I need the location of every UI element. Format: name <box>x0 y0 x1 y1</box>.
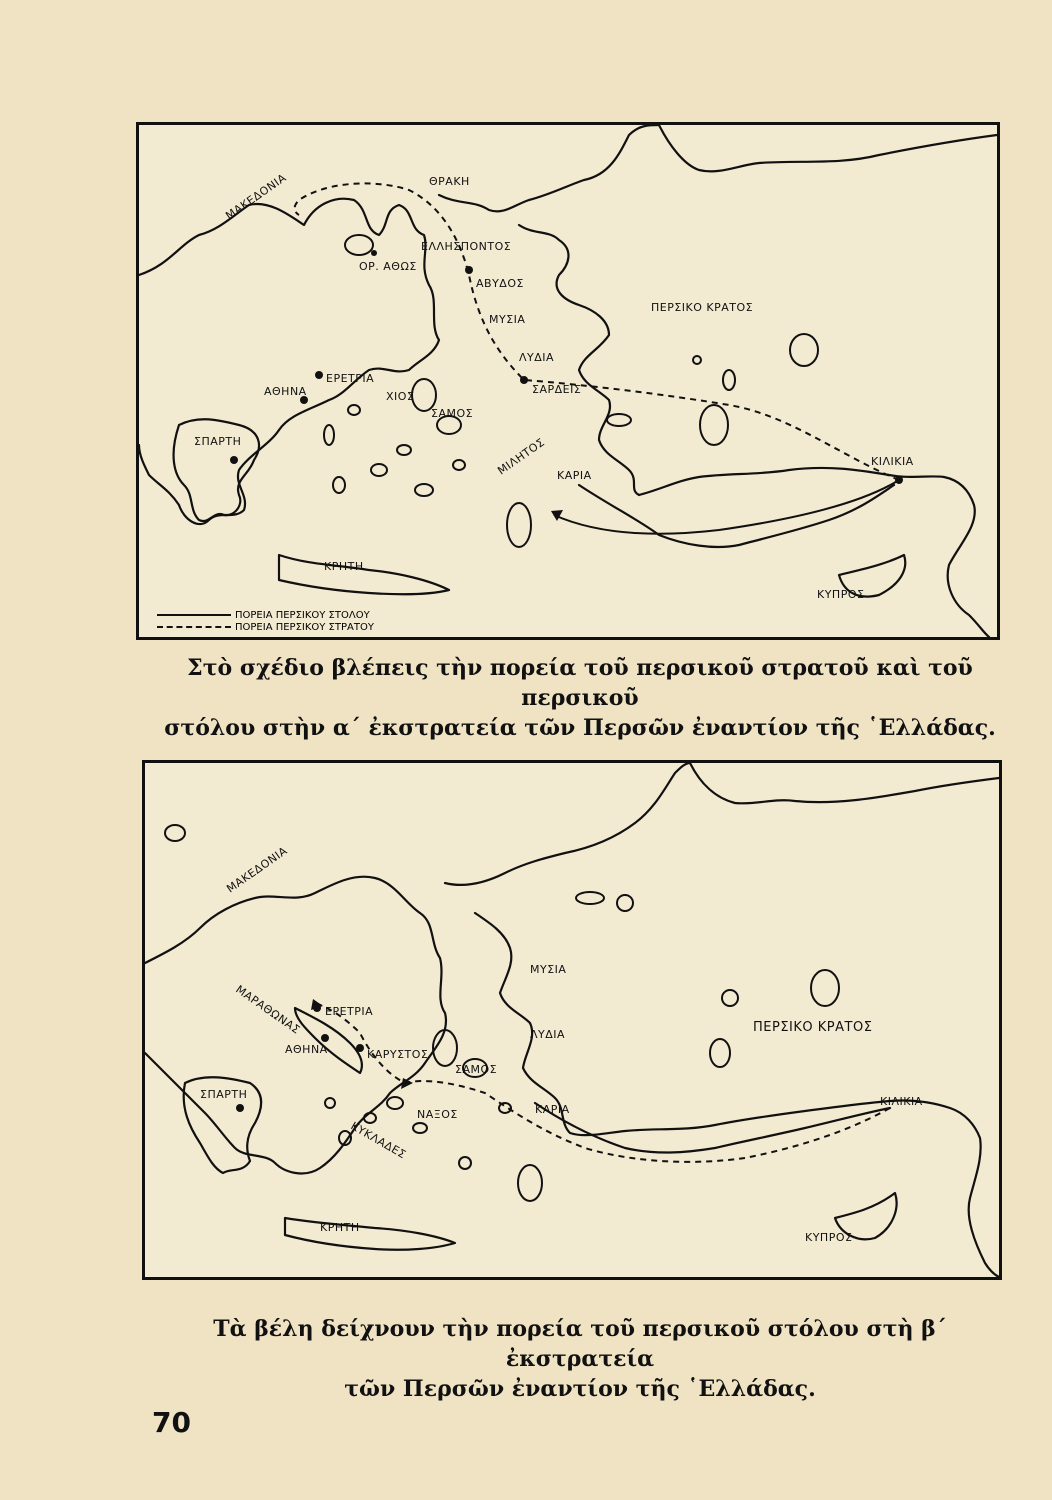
map1-drawing <box>139 125 997 637</box>
map2-city-eretria <box>313 1004 321 1012</box>
map1-city-sardeis <box>520 376 528 384</box>
map2-label-kypros: ΚΥΠΡΟΣ <box>805 1231 853 1244</box>
map2-label-eretria: ΕΡΕΤΡΙΑ <box>325 1005 374 1018</box>
map1-island <box>607 414 631 426</box>
map1-legend-fleet-label: ΠΟΡΕΙΑ ΠΕΡΣΙΚΟΥ ΣΤΟΛΟΥ <box>235 609 370 621</box>
map1-island <box>693 356 701 364</box>
map1-label-samos: ΣΑΜΟΣ <box>431 407 474 420</box>
map1-legend-army <box>157 621 374 633</box>
map2-island <box>710 1039 730 1067</box>
map2-city-sparti <box>236 1104 244 1112</box>
map1-island <box>790 334 818 366</box>
map2-coast-south-anatolia <box>535 1103 890 1153</box>
map2-city-karystos <box>356 1044 364 1052</box>
map1-caption-line2: στόλου στὴν α΄ ἐκστρατεία τῶν Περσῶν ἐναντίον τῆς ῾Ελλάδας. <box>164 715 996 741</box>
map1-label-kypros: ΚΥΠΡΟΣ <box>817 588 865 601</box>
map1-fleet-arrowhead <box>551 510 563 521</box>
map2-island <box>722 990 738 1006</box>
map1-coast-north <box>659 125 997 171</box>
map2-label-sparti: ΣΠΑΡΤΗ <box>200 1088 248 1101</box>
map1-island <box>333 477 345 493</box>
map2-label-persiko-kratos: ΠΕΡΣΙΚΟ ΚΡΑΤΟΣ <box>753 1020 873 1035</box>
map1-island <box>723 370 735 390</box>
map2-island <box>811 970 839 1006</box>
map1-coast-south-anatolia <box>579 485 894 547</box>
map1-island <box>348 405 360 415</box>
map1-label-lydia: ΛΥΔΙΑ <box>519 351 555 364</box>
map1-label-kilikia: ΚΙΛΙΚΙΑ <box>871 455 914 468</box>
map2-label-samos: ΣΑΜΟΣ <box>455 1063 498 1076</box>
map1-label-persiko-kratos: ΠΕΡΣΙΚΟ ΚΡΑΤΟΣ <box>651 301 754 314</box>
map2-label-kriti: ΚΡΗΤΗ <box>320 1221 360 1234</box>
page-number: 70 <box>152 1406 191 1439</box>
map2-caption-line1: Τὰ βέλη δείχνουν τὴν πορεία τοῦ περσικοῦ στόλου στὴ β΄ ἐκστρατεία <box>213 1316 947 1372</box>
map1-island <box>700 405 728 445</box>
map2-island <box>325 1098 335 1108</box>
map1-label-sardeis: ΣΑΡΔΕΙΣ <box>532 383 582 396</box>
map2-label-kyklades: ΚΥΚΛΑΔΕΣ <box>348 1119 409 1162</box>
map2-island <box>617 895 633 911</box>
map1-legend-army-label: ΠΟΡΕΙΑ ΠΕΡΣΙΚΟΥ ΣΤΡΑΤΟΥ <box>235 621 374 633</box>
map1-crete <box>279 555 449 594</box>
map2-label-lydia: ΛΥΔΙΑ <box>530 1028 566 1041</box>
map2-crete <box>285 1218 455 1250</box>
map2-drawing <box>145 763 999 1277</box>
map2-label-makedonia: ΜΑΚΕΔΟΝΙΑ <box>224 844 290 896</box>
map2-island <box>459 1157 471 1169</box>
map2-island-naxos <box>387 1097 403 1109</box>
map1-city-kilikia <box>895 476 903 484</box>
map1-label-makedonia: ΜΑΚΕΔΟΝΙΑ <box>223 171 289 223</box>
map1-label-mysia: ΜΥΣΙΑ <box>489 313 526 326</box>
map1-legend <box>157 609 374 633</box>
map1-island <box>397 445 411 455</box>
map2-island <box>576 892 604 904</box>
map2-island <box>518 1165 542 1201</box>
dashed-line-icon <box>157 626 231 628</box>
map1-label-athina: ΑΘΗΝΑ <box>264 385 307 398</box>
map2-label-athina: ΑΘΗΝΑ <box>285 1043 328 1056</box>
map1-island <box>324 425 334 445</box>
map2-label-karia: ΚΑΡΙΑ <box>535 1103 570 1116</box>
map1-label-sparti: ΣΠΑΡΤΗ <box>194 435 242 448</box>
map1-city-athos <box>371 250 377 256</box>
solid-line-icon <box>157 614 231 616</box>
map1-label-avydos: ΑΒΥΔΟΣ <box>476 277 524 290</box>
map-first-expedition <box>136 122 1000 640</box>
map2-caption <box>150 1314 1010 1404</box>
map2-label-mysia: ΜΥΣΙΑ <box>530 963 567 976</box>
map1-label-chios: ΧΙΟΣ <box>386 390 415 403</box>
map-second-expedition <box>142 760 1002 1280</box>
map1-coast-greece <box>139 199 439 524</box>
map2-coast-north <box>690 763 999 803</box>
map2-city-athina <box>321 1034 329 1042</box>
map1-fleet-route <box>554 480 899 534</box>
map2-label-marathonas: ΜΑΡΑΘΩΝΑΣ <box>233 982 303 1037</box>
map2-island <box>364 1113 376 1123</box>
map1-label-karia: ΚΑΡΙΑ <box>557 469 592 482</box>
map1-label-ellispontos: ΕΛΛΗΣΠΟΝΤΟΣ <box>421 240 512 253</box>
map1-island <box>453 460 465 470</box>
map2-island <box>165 825 185 841</box>
map1-legend-fleet <box>157 609 374 621</box>
map2-label-karystos: ΚΑΡΥΣΤΟΣ <box>367 1048 429 1061</box>
map1-island <box>415 484 433 496</box>
map1-label-thraki: ΘΡΑΚΗ <box>429 175 470 188</box>
map1-label-athos: ΟΡ. ΑΘΩΣ <box>359 260 417 273</box>
map1-label-militos: ΜΙΛΗΤΟΣ <box>495 435 548 478</box>
map2-caption-line2: τῶν Περσῶν ἐναντίον τῆς ῾Ελλάδας. <box>344 1376 816 1402</box>
map1-city-eretria <box>315 371 323 379</box>
map1-label-kriti: ΚΡΗΤΗ <box>324 560 364 573</box>
map1-island <box>345 235 373 255</box>
map2-label-kilikia: ΚΙΛΙΚΙΑ <box>880 1095 923 1108</box>
map1-army-route <box>295 183 899 480</box>
map1-island <box>507 503 531 547</box>
map2-island <box>413 1123 427 1133</box>
map1-caption-line1: Στὸ σχέδιο βλέπεις τὴν πορεία τοῦ περσικοῦ στρατοῦ καὶ τοῦ περσικοῦ <box>187 655 973 711</box>
map1-city-avydos <box>465 266 473 274</box>
map1-city-sparti <box>230 456 238 464</box>
map1-label-eretria: ΕΡΕΤΡΙΑ <box>326 372 375 385</box>
map1-caption <box>150 653 1010 743</box>
map2-label-naxos: ΝΑΞΟΣ <box>417 1108 458 1121</box>
map1-island <box>371 464 387 476</box>
